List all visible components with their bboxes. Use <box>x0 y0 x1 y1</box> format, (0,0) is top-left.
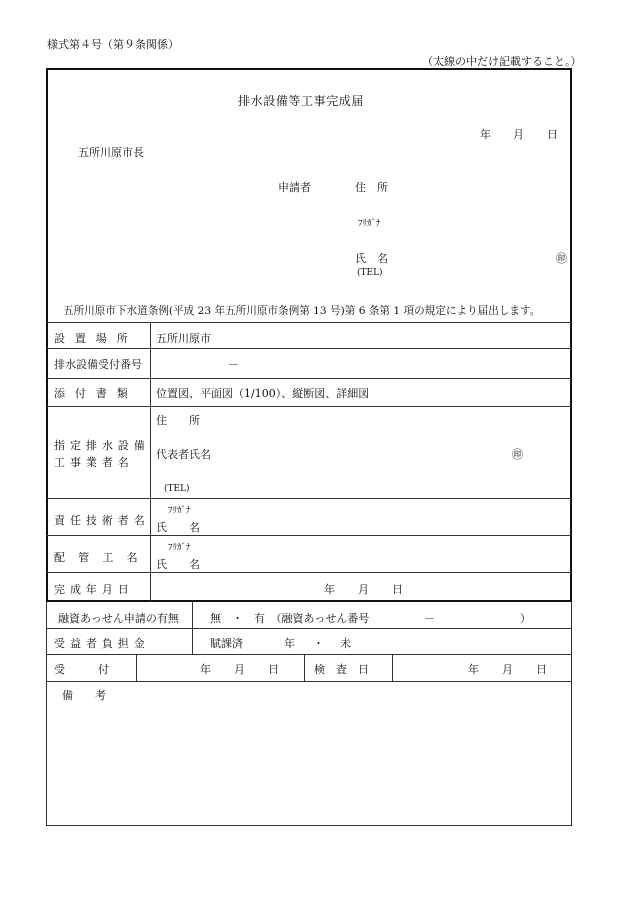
attachments-value: 位置図、平面図（1/100）、縦断図、詳細図 <box>156 387 370 400</box>
reception-year: 年 <box>200 663 211 676</box>
burden-separator: ・ <box>313 637 324 650</box>
reception-label: 受 付 <box>54 663 109 676</box>
contractor-label-line1: 指定排水設備 <box>54 439 150 452</box>
engineer-label: 責任技術者名 <box>54 514 150 527</box>
declaration-statement: 五所川原市下水道条例(平成 23 年五所川原市条例第 13 号)第 6 条第 1 項の規定により届出します。 <box>63 305 541 317</box>
engineer-furigana-label: ﾌﾘｶﾞﾅ <box>168 506 191 516</box>
loan-label: 融資あっせん申請の有無 <box>58 612 179 625</box>
addressee: 五所川原市長 <box>78 146 144 159</box>
attachments-label: 添付書類 <box>54 387 138 400</box>
location-label: 設置場所 <box>54 332 138 345</box>
date-month: 月 <box>513 128 524 141</box>
contractor-label-line2: 工事業者名 <box>54 456 134 469</box>
loan-value: 無 ・ 有 （融資あっせん番号 <box>210 612 370 625</box>
inspection-year: 年 <box>468 663 479 676</box>
form-number: 様式第４号（第９条関係） <box>47 38 179 51</box>
remarks-label: 備 考 <box>62 689 106 702</box>
receipt-number-value: － <box>228 358 239 371</box>
contractor-tel-label: (TEL) <box>164 484 190 494</box>
beneficiary-burden-label: 受益者負担金 <box>54 637 150 650</box>
receipt-number-label: 排水設備受付番号 <box>54 358 142 371</box>
contractor-seal: ㊞ <box>512 448 523 461</box>
applicant-name-label: 氏 名 <box>355 252 388 265</box>
contractor-address-label: 住 所 <box>156 414 200 427</box>
burden-not: 未 <box>340 637 351 650</box>
completion-year: 年 <box>324 583 335 596</box>
loan-close-paren: ） <box>520 612 531 625</box>
inspection-day: 日 <box>536 663 547 676</box>
applicant-seal: ㊞ <box>556 252 567 265</box>
applicant-tel-label: (TEL) <box>357 268 383 278</box>
burden-year: 年 <box>284 637 295 650</box>
completion-date-label: 完成年月日 <box>54 583 134 596</box>
loan-number-dash: － <box>424 612 435 625</box>
plumber-name-label: 氏 名 <box>156 558 200 571</box>
applicant-furigana-label: ﾌﾘｶﾞﾅ <box>358 219 381 229</box>
reception-day: 日 <box>268 663 279 676</box>
applicant-label: 申請者 <box>278 181 311 194</box>
inspection-label: 検 査 日 <box>314 663 369 676</box>
reception-month: 月 <box>234 663 245 676</box>
burden-status: 賦課済 <box>210 637 243 650</box>
applicant-address-label: 住 所 <box>355 181 388 194</box>
completion-month: 月 <box>358 583 369 596</box>
location-value: 五所川原市 <box>156 332 211 345</box>
date-year: 年 <box>480 128 491 141</box>
instruction-note: （太線の中だけ記載すること。） <box>422 55 582 68</box>
plumber-furigana-label: ﾌﾘｶﾞﾅ <box>168 543 191 553</box>
plumber-label: 配管工名 <box>54 551 151 564</box>
engineer-name-label: 氏 名 <box>156 521 200 534</box>
contractor-representative-label: 代表者氏名 <box>156 448 211 461</box>
inspection-month: 月 <box>502 663 513 676</box>
form-title: 排水設備等工事完成届 <box>238 94 365 108</box>
completion-day: 日 <box>392 583 403 596</box>
date-day: 日 <box>547 128 558 141</box>
